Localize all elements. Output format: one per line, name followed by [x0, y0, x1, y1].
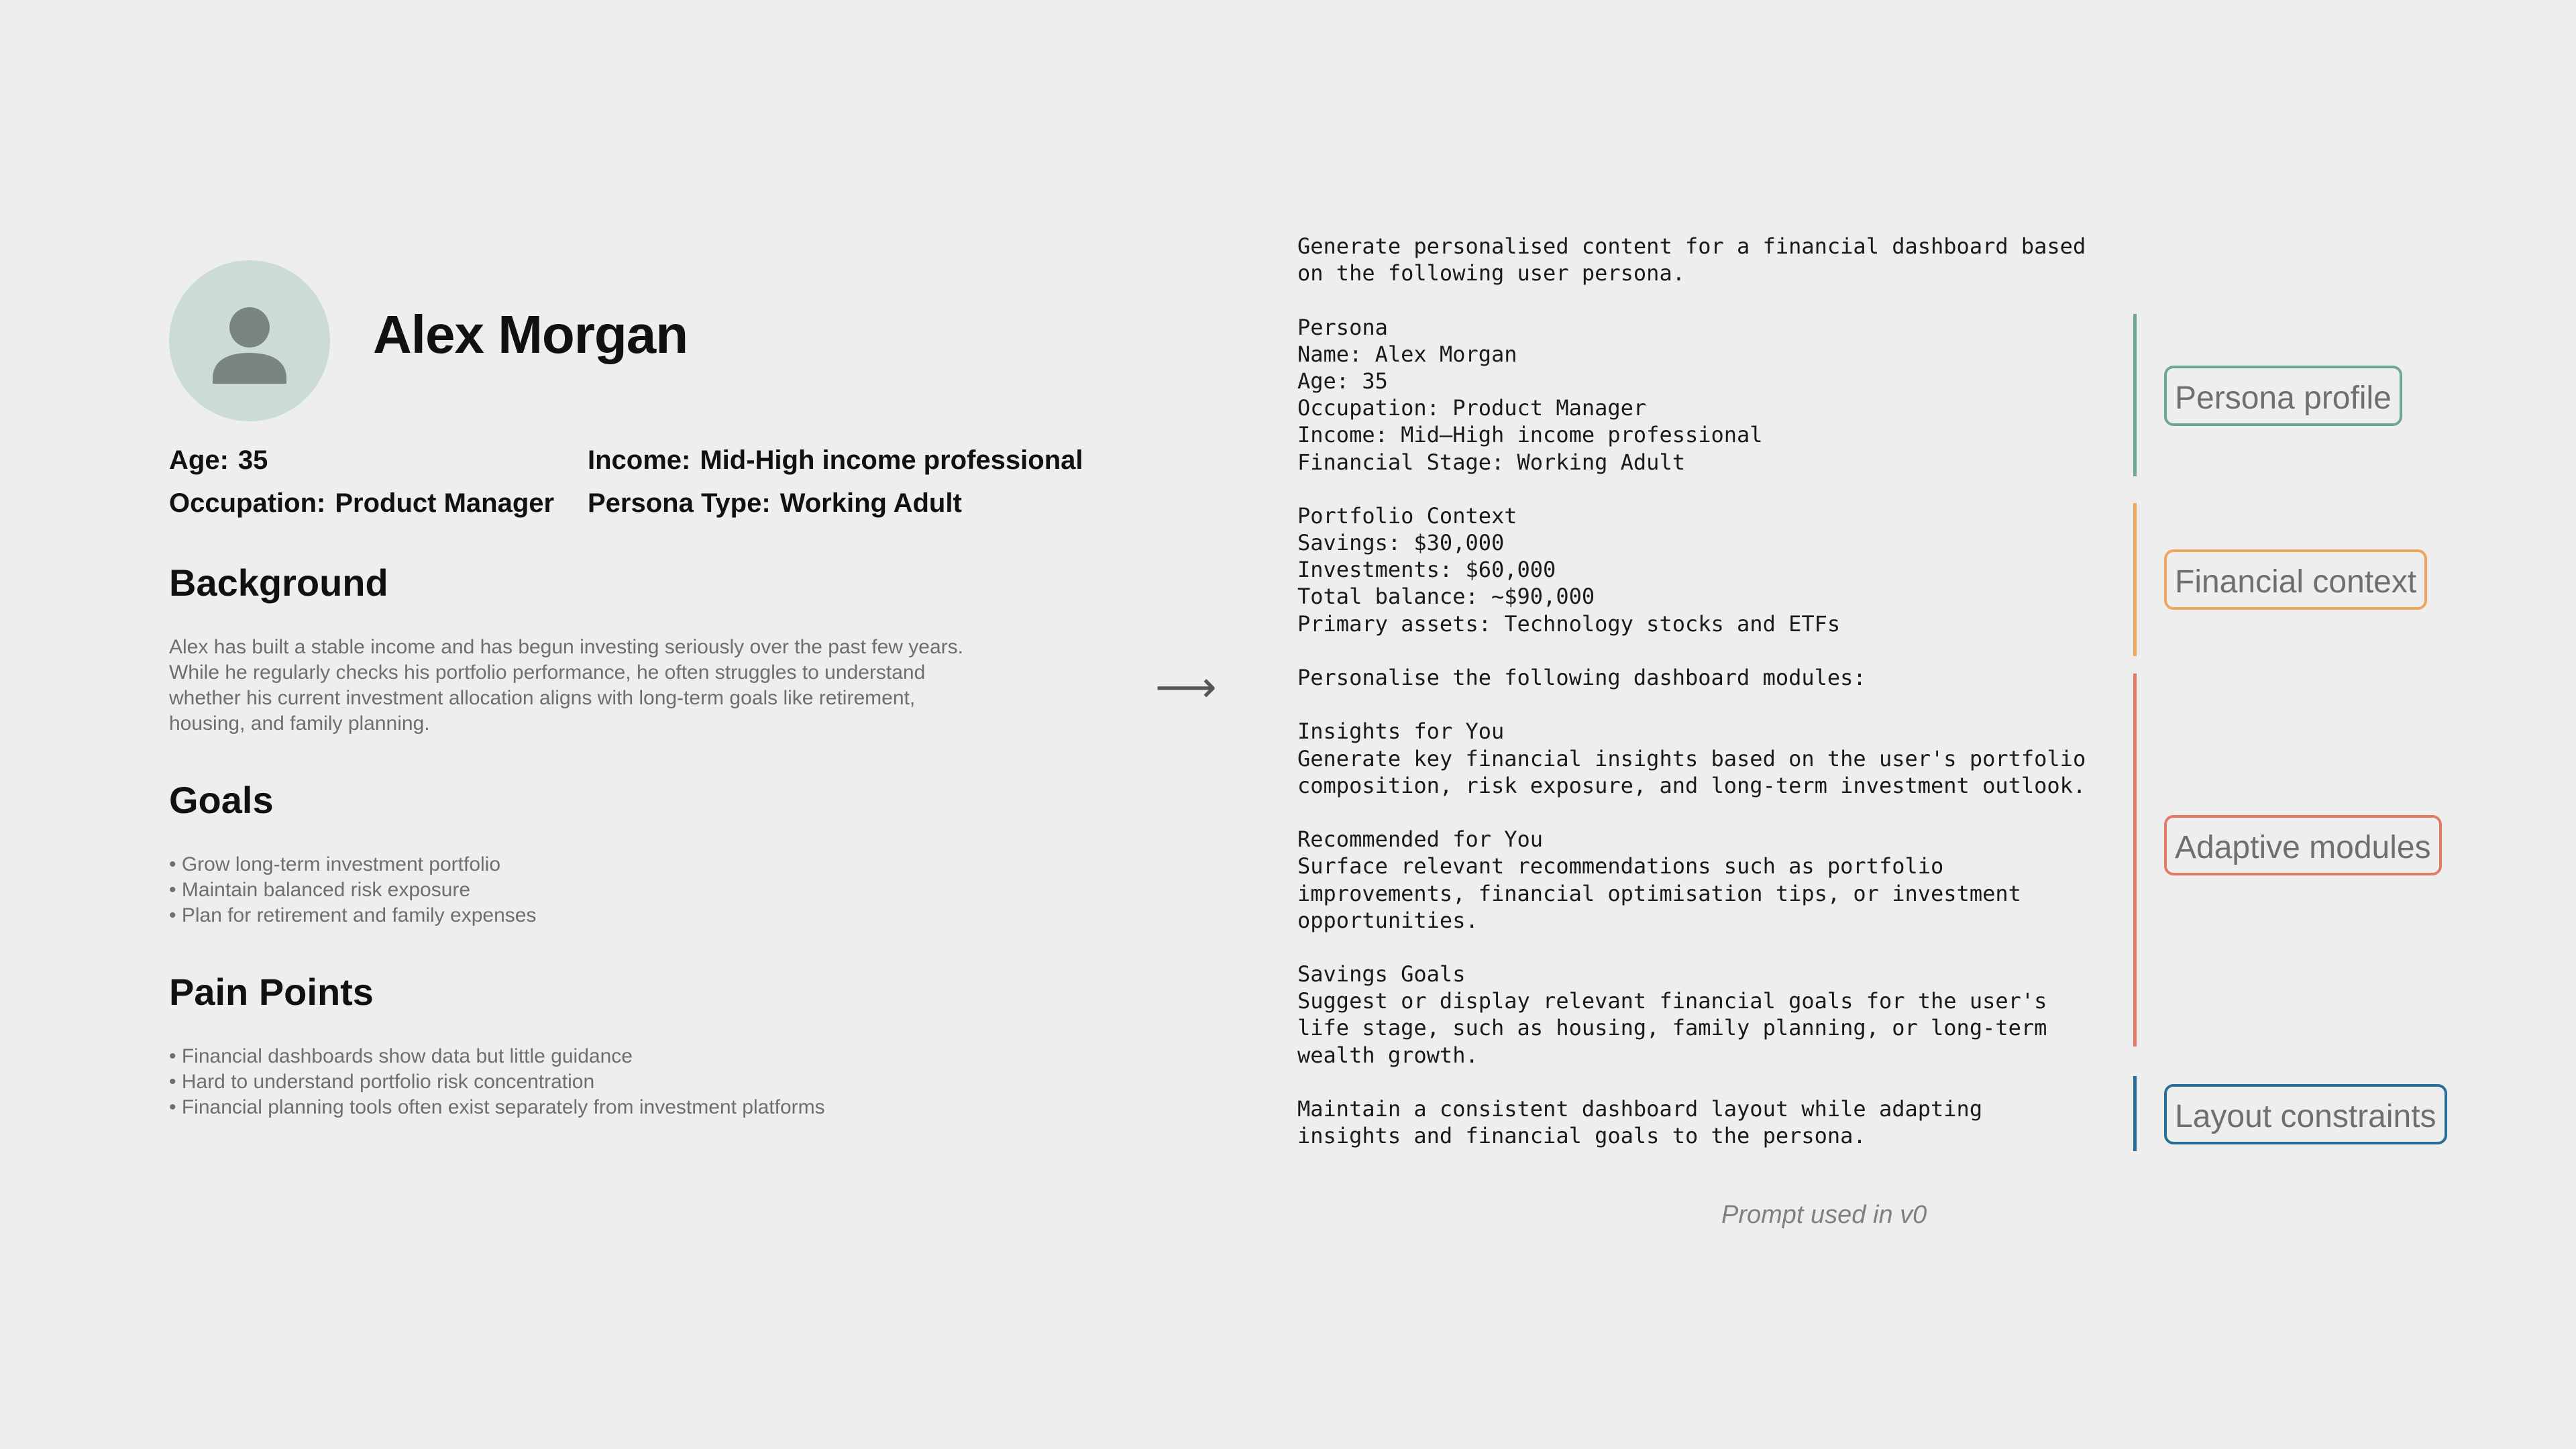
age-label: Age: — [169, 445, 229, 475]
prompt-line: wealth growth. — [1297, 1042, 1479, 1068]
goals-title: Goals — [169, 779, 274, 821]
prompt-line: on the following user persona. — [1297, 260, 1685, 286]
age-row — [169, 444, 268, 476]
prompt-line: Occupation: Product Manager — [1297, 395, 1647, 421]
list-item: • Maintain balanced risk exposure — [169, 877, 536, 903]
background-line: whether his current investment allocation aligns with long-term goals like retirement, — [169, 687, 916, 709]
prompt-line: Insights for You — [1297, 718, 1505, 745]
background-line: While he regularly checks his portfolio performance, he often struggles to understand — [169, 661, 926, 684]
prompt-line — [1297, 799, 2129, 826]
user-icon — [169, 260, 330, 421]
prompt-line: Savings: $30,000 — [1297, 530, 1505, 556]
list-item: • Hard to understand portfolio risk concentration — [169, 1069, 825, 1095]
avatar — [169, 260, 330, 421]
prompt-line: Generate key financial insights based on the user's portfolio — [1297, 745, 2086, 771]
tag-adaptive-modules: Adaptive modules — [2164, 815, 2442, 875]
financial-context-bracket — [2133, 503, 2137, 656]
occupation-value: Product Manager — [335, 488, 555, 518]
prompt-line: Recommended for You — [1297, 826, 1544, 853]
persona-type-row — [588, 487, 962, 519]
list-item: • Financial planning tools often exist separately from investment platforms — [169, 1095, 825, 1120]
prompt-line: Personalise the following dashboard modules: — [1297, 665, 1866, 690]
prompt-line: improvements, financial optimisation tips, or investment — [1297, 880, 2021, 906]
persona-type-label: Persona Type: — [588, 488, 771, 518]
adaptive-modules-bracket — [2133, 674, 2137, 1046]
background-line: housing, and family planning. — [169, 712, 430, 735]
prompt-line: Portfolio Context — [1297, 502, 1517, 529]
prompt-caption: Prompt used in v0 — [1721, 1201, 1927, 1229]
prompt-line: Primary assets: Technology stocks and ETFs — [1297, 610, 1841, 637]
prompt-line — [1297, 1069, 2129, 1095]
prompt-line: Age: 35 — [1297, 368, 1388, 394]
prompt-line: Investments: $60,000 — [1297, 557, 1556, 583]
persona-type-value: Working Adult — [780, 488, 962, 518]
income-label: Income: — [588, 445, 691, 475]
prompt-line: Suggest or display relevant financial goals for the user's — [1297, 988, 2047, 1014]
prompt-line: Savings Goals — [1297, 961, 1466, 987]
persona-name: Alex Morgan — [373, 305, 688, 364]
prompt-line — [1297, 637, 2129, 664]
list-item: • Plan for retirement and family expenses — [169, 903, 536, 928]
pain-points-title: Pain Points — [169, 971, 374, 1013]
tag-financial-context: Financial context — [2164, 549, 2427, 610]
background-text — [169, 635, 1041, 737]
prompt-line — [1297, 286, 2129, 313]
income-value: Mid-High income professional — [700, 445, 1083, 475]
prompt-line: Persona — [1297, 314, 1388, 340]
list-item: • Financial dashboards show data but little guidance — [169, 1044, 825, 1069]
prompt-line — [1297, 691, 2129, 718]
background-title: Background — [169, 561, 388, 604]
prompt-line: Name: Alex Morgan — [1297, 341, 1517, 367]
prompt-line: composition, risk exposure, and long-term investment outlook. — [1297, 772, 2086, 798]
occupation-row — [169, 487, 554, 519]
background-line: Alex has built a stable income and has begun investing seriously over the past few years. — [169, 636, 964, 658]
prompt-line: Surface relevant recommendations such as portfolio — [1297, 853, 1944, 879]
arrow-right-icon: ⟶ — [1155, 663, 1217, 711]
age-value: 35 — [237, 445, 268, 475]
occupation-label: Occupation: — [169, 488, 326, 518]
tag-layout-constraints: Layout constraints — [2164, 1084, 2447, 1144]
tag-persona-profile: Persona profile — [2164, 366, 2402, 426]
prompt-line: life stage, such as housing, family planning, or long-term — [1297, 1015, 2047, 1041]
goals-list — [169, 852, 536, 928]
prompt-line: Maintain a consistent dashboard layout while adapting — [1297, 1096, 1983, 1122]
persona-profile-bracket — [2133, 314, 2137, 476]
prompt-line: Income: Mid–High income professional — [1297, 422, 1763, 448]
list-item: • Grow long-term investment portfolio — [169, 852, 536, 877]
prompt-line: Generate personalised content for a financial dashboard based — [1297, 233, 2086, 259]
prompt-line: insights and financial goals to the persona. — [1297, 1123, 1866, 1149]
prompt-text — [1297, 233, 2129, 1149]
income-row — [588, 444, 1083, 476]
prompt-line — [1297, 476, 2129, 502]
pain-points-list — [169, 1044, 825, 1120]
prompt-line: Financial Stage: Working Adult — [1297, 449, 1685, 475]
layout-constraints-bracket — [2133, 1076, 2137, 1151]
prompt-line — [1297, 934, 2129, 961]
prompt-line: opportunities. — [1297, 907, 1479, 933]
prompt-line: Total balance: ~$90,000 — [1297, 584, 1595, 610]
